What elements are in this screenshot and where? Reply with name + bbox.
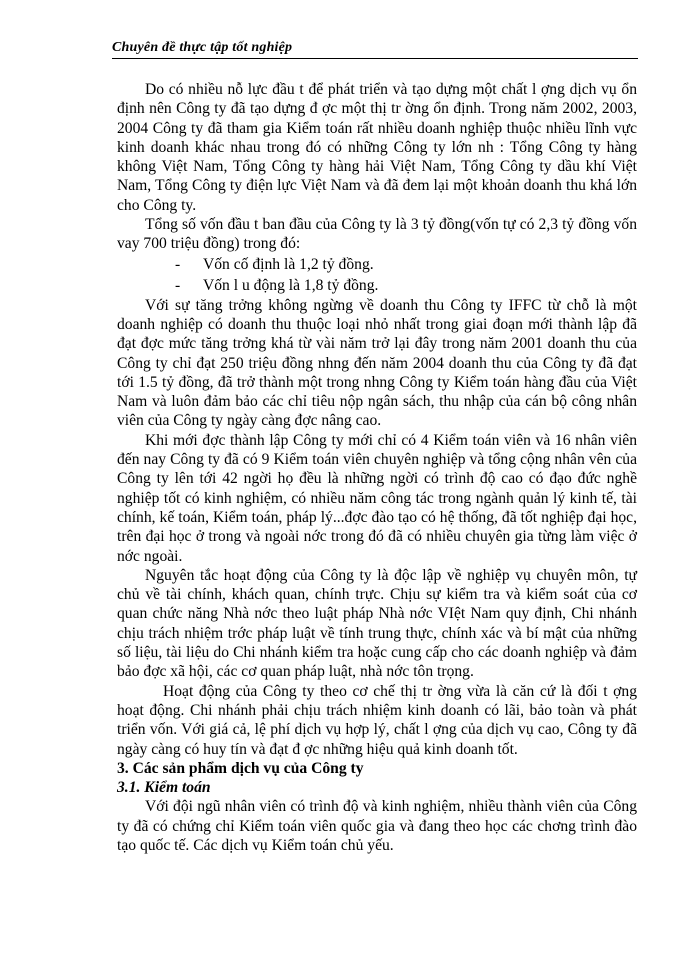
subsection-heading-audit: 3.1. Kiểm toán: [117, 779, 211, 797]
paragraph-capital: Tổng số vốn đầu t ban đầu của Công ty là 3 tỷ đồng(vốn tự có 2,3 tỷ đồng vốn vay 700 triệu đồng) trong đó:: [117, 216, 637, 253]
bullet-text: Vốn cố định là 1,2 tỷ đồng.: [203, 255, 374, 273]
bullet-dash: -: [175, 255, 181, 273]
paragraph-growth: Với sự tăng trởng không ngừng về doanh thu Công ty IFFC từ chỗ là một doanh nghiệp có doanh thu thuộc loại nhỏ nhất trong giai đoạn mới thành lập đã đạt đợc mức tăng trởng khá từ vài năm trở lại đây trong năm 2001 doanh thu của Công ty chỉ đạt 250 triệu đồng nhng đến năm 2004 doanh thu của Công ty đã đạt tới 1.5 tỷ đồng, đã trở thành một trong nhng Công ty Kiểm toán hàng đầu của Việt Nam và luôn đảm bảo các chỉ tiêu nộp ngân sách, thu nhập của cán bộ công nhân viên của Công ty ngày càng đợc nâng cao.: [117, 296, 637, 430]
header-title: Chuyên đề thực tập tốt nghiệp: [112, 40, 293, 55]
paragraph-market: Do có nhiều nỗ lực đầu t để phát triển và tạo dựng một chất l ợng dịch vụ ổn định nên Công ty đã tạo dựng đ ợc một thị tr ờng ổn định. Trong năm 2002, 2003, 2004 Công ty đã tham gia Kiểm toán rất nhiều doanh nghiệp thuộc nhiều lĩnh vực kinh doanh khác nhau trong đó có những Công ty lớn nh : Tổng Công ty hàng không Việt Nam, Tổng Công ty hàng hải Việt Nam, Tổng Công ty dầu khí Việt Nam, Tổng Công ty điện lực Việt Nam và đã đem lại một khoản doanh thu khá lớn cho Công ty.: [117, 81, 637, 214]
page-header: [112, 38, 638, 59]
bullet-fixed-capital: [175, 254, 637, 275]
bullet-dash: -: [175, 276, 181, 294]
bullet-text: Vốn l u động là 1,8 tỷ đồng.: [203, 276, 379, 294]
document-body: [117, 80, 637, 855]
bullet-working-capital: [175, 275, 637, 296]
paragraph-operations: Hoạt động của Công ty theo cơ chế thị tr ờng vừa là căn cứ là đối t ợng hoạt động. Chi nhánh phải chịu trách nhiệm kinh doanh có lãi, bảo toàn và phát triển vốn. Với giá cả, lệ phí dịch vụ hợp lý, chất l ợng của dịch vụ cao, Công ty đã ngày càng có huy tín và đạt đ ợc những hiệu quả kinh doanh tốt.: [117, 682, 637, 758]
paragraph-audit: Với đội ngũ nhân viên có trình độ và kinh nghiệm, nhiều thành viên của Công ty đã có chứng chỉ Kiểm toán viên quốc gia và đang theo học các chơng trình đào tạo quốc tế. Các dịch vụ Kiểm toán chủ yếu.: [117, 798, 637, 854]
section-heading-services: 3. Các sản phẩm dịch vụ của Công ty: [117, 759, 364, 777]
paragraph-staff: Khi mới đợc thành lập Công ty mới chỉ có 4 Kiểm toán viên và 16 nhân viên đến nay Công ty đã có 9 Kiểm toán viên chuyên nghiệp và tổng cộng nhân vên của Công ty lên tới 42 ngời họ đều là những ngời có trình độ cao có đạo đức nghề nghiệp tốt có kinh nghiệm, có nhiều năm công tác trong ngành quản lý kinh tế, tài chính, kế toán, Kiểm toán, pháp lý...đợc đào tạo có hệ thống, đã tốt nghiệp đại học, trên đại học ở trong và ngoài nớc trong đó đã có nhiều chuyên gia từng làm việc ở nớc ngoài.: [117, 431, 637, 565]
paragraph-principles: Nguyên tắc hoạt động của Công ty là độc lập về nghiệp vụ chuyên môn, tự chủ về tài chính, khách quan, chính trực. Chịu sự kiểm tra và kiểm soát của cơ quan chức năng Nhà nớc theo luật pháp Nhà nớc VIệt Nam quy định, Chi nhánh chịu trách nhiệm trớc pháp luật về tính trung thực, chính xác và bí mật của những số liệu, tài liệu do Chi nhánh kiểm tra hoặc cung cấp cho các doanh nghiệp và đảm bảo đợc xã hội, các cơ quan pháp luật, nhà nớc tôn trọng.: [117, 566, 637, 681]
